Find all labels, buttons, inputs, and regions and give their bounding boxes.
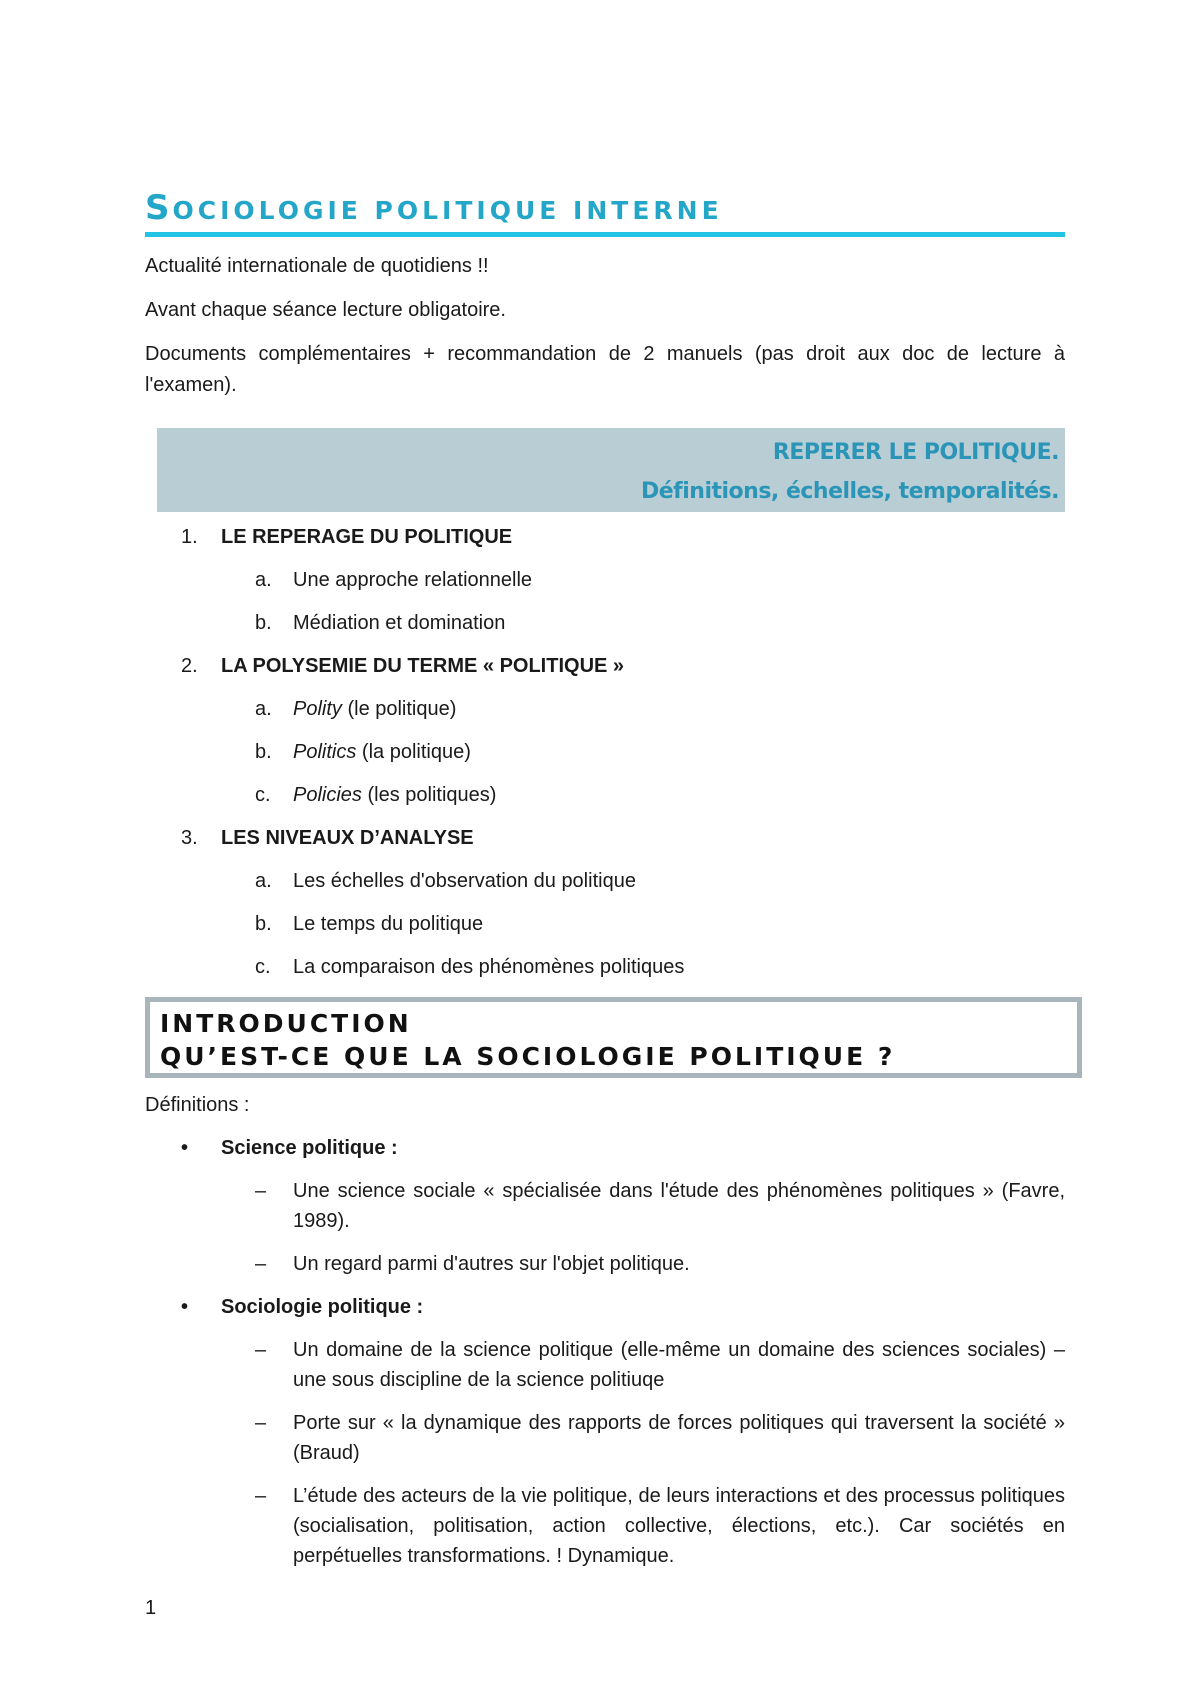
outline-heading: LE REPERAGE DU POLITIQUE bbox=[221, 526, 513, 548]
outline-subitem: a. Les échelles d'observation du politique bbox=[255, 870, 636, 892]
section-heading-line-2: Définitions, échelles, temporalités. bbox=[641, 479, 1059, 504]
introduction-heading-line-1: INTRODUCTION bbox=[160, 1009, 412, 1038]
outline-subitem: a. Une approche relationnelle bbox=[255, 569, 533, 591]
definition-point: – Un regard parmi d'autres sur l'objet politique. bbox=[255, 1253, 690, 1275]
outline-number: 1. bbox=[181, 526, 198, 548]
definition-term: Science politique : bbox=[221, 1137, 398, 1159]
introduction-heading-box bbox=[145, 997, 1082, 1078]
definition-point: – Une science sociale « spécialisée dans l'étude des phénomènes politiques » (Favre, 1989). bbox=[255, 1180, 1065, 1232]
outline-subitem: b. Politics (la politique) bbox=[255, 741, 471, 763]
outline-subitem: b. Le temps du politique bbox=[255, 913, 484, 935]
outline-heading: LES NIVEAUX D’ANALYSE bbox=[221, 827, 474, 849]
page-number: 1 bbox=[145, 1597, 157, 1619]
outline-part-3 bbox=[145, 823, 1065, 982]
bullet-icon: • bbox=[181, 1137, 189, 1159]
outline-part-1 bbox=[145, 522, 1065, 638]
section-heading-box bbox=[157, 428, 1065, 512]
intro-note-3: Documents complémentaires + recommandation de 2 manuels (pas droit aux doc de lecture à l'examen). bbox=[145, 343, 1065, 396]
outline-number: 2. bbox=[181, 655, 198, 677]
course-outline bbox=[145, 522, 1065, 982]
definition-point: – Un domaine de la science politique (elle-même un domaine des sciences sociales) – une sous discipline de la science politiuqe bbox=[255, 1339, 1065, 1391]
outline-number: 3. bbox=[181, 827, 198, 849]
definition-sociologie-politique bbox=[145, 1292, 1065, 1571]
outline-subitem: a. Polity (le politique) bbox=[255, 698, 457, 720]
outline-part-2 bbox=[145, 651, 1065, 810]
outline-subitem: c. Policies (les politiques) bbox=[255, 784, 497, 806]
outline-subitem: c. La comparaison des phénomènes politiques bbox=[255, 956, 685, 978]
intro-notes bbox=[145, 251, 1065, 401]
section-heading-line-1: REPERER LE POLITIQUE. bbox=[772, 440, 1059, 465]
introduction-heading-line-2: QU’EST-CE QUE LA SOCIOLOGIE POLITIQUE ? bbox=[160, 1042, 896, 1071]
document-page bbox=[145, 190, 1065, 1584]
definition-point: – Porte sur « la dynamique des rapports de forces politiques qui traversent la société » (Braud) bbox=[255, 1412, 1065, 1464]
definitions-label: Définitions : bbox=[145, 1094, 250, 1116]
intro-note-2: Avant chaque séance lecture obligatoire. bbox=[145, 299, 506, 321]
bullet-icon: • bbox=[181, 1296, 189, 1318]
outline-heading: LA POLYSEMIE DU TERME « POLITIQUE » bbox=[221, 655, 625, 677]
definition-term: Sociologie politique : bbox=[221, 1296, 424, 1318]
title-rest: OCIOLOGIE POLITIQUE INTERNE bbox=[172, 196, 723, 225]
title-first-letter: S bbox=[145, 188, 173, 228]
definition-science-politique bbox=[145, 1133, 1065, 1279]
outline-subitem: b. Médiation et domination bbox=[255, 612, 506, 634]
intro-note-1: Actualité internationale de quotidiens !! bbox=[145, 255, 489, 277]
document-title bbox=[145, 190, 1065, 237]
definition-point: – L’étude des acteurs de la vie politique, de leurs interactions et des processus politiques (socialisation, politisation, action collective, élections, etc.). Car sociétés en perpétuelles transformations. ! Dynamique. bbox=[255, 1485, 1065, 1567]
